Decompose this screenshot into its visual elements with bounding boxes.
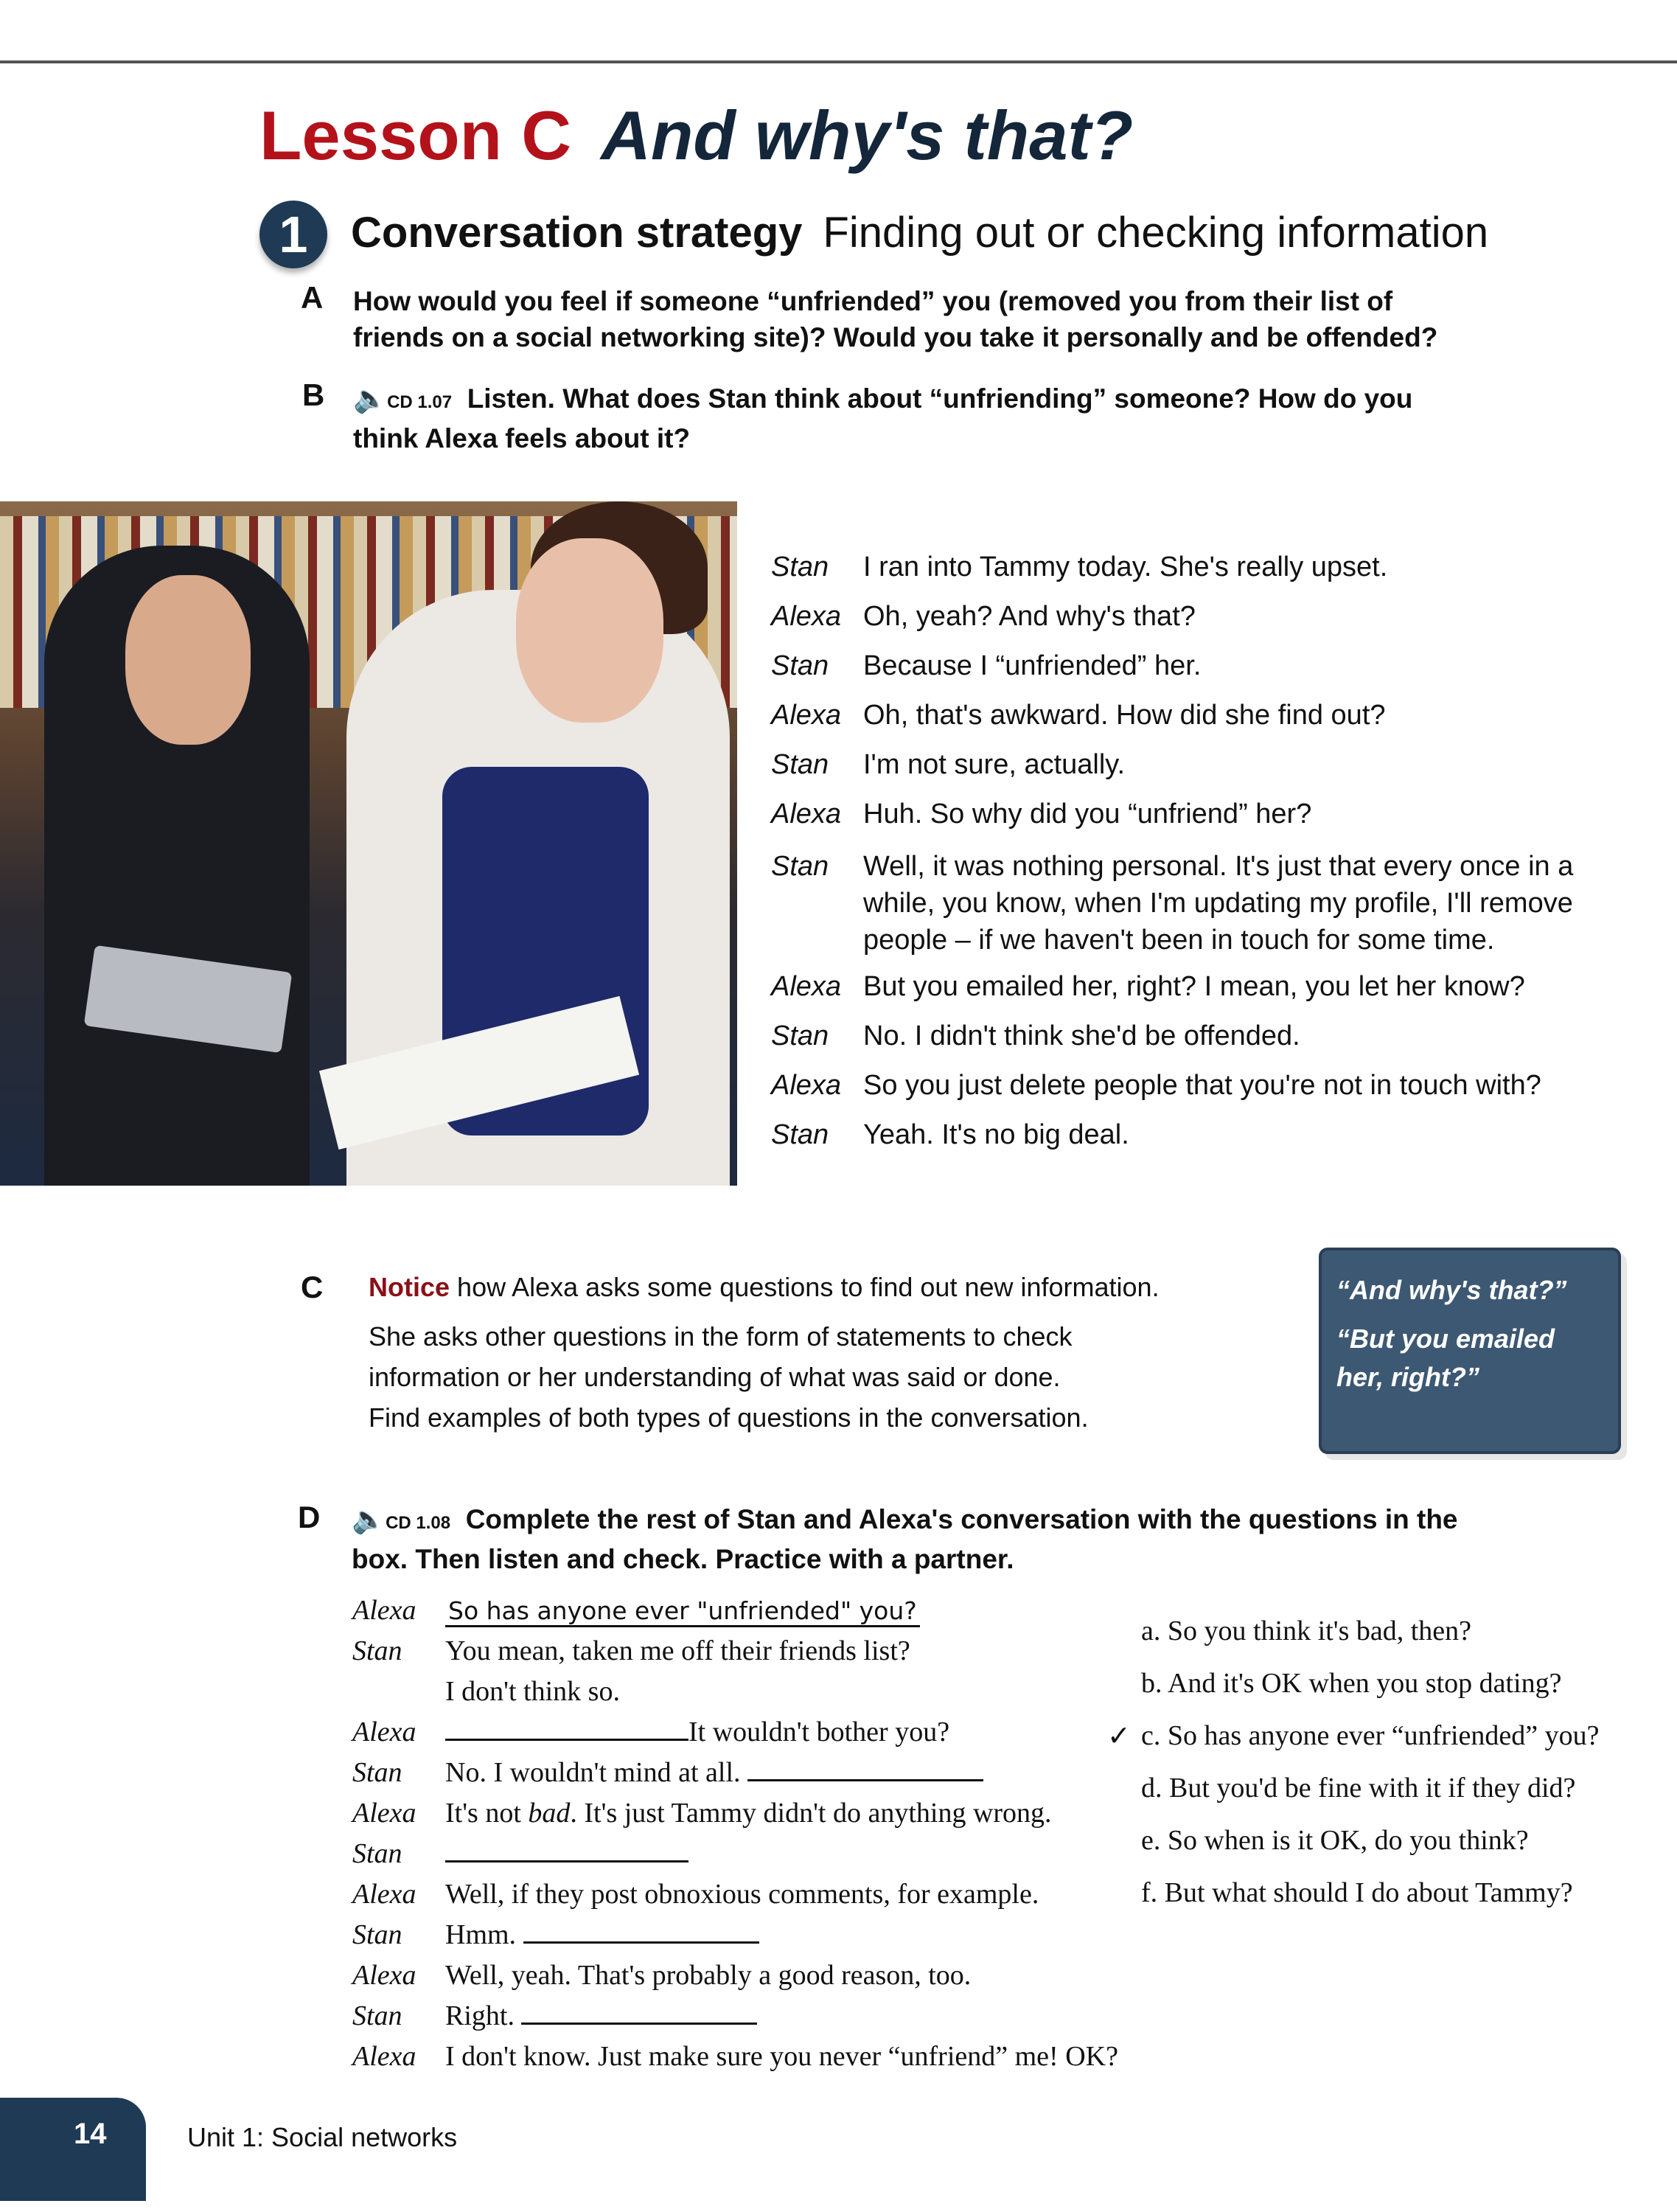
exercise-letter-a: A [301,280,324,315]
cd-track: CD 1.08 [386,1513,451,1533]
section-heading [351,208,1488,257]
dialogue-line [771,848,1574,956]
option-c [1107,1719,1600,1752]
speaker: Stan [771,749,829,780]
conv-line [352,2040,1118,2073]
line-text: I don't think so. [445,1676,620,1707]
conv-line [352,1594,920,1627]
answer-blank[interactable] [523,1921,759,1944]
option-d: d. But you'd be fine with it if they did? [1141,1773,1576,1804]
line-text: Well, if they post obnoxious comments, for example. [445,1879,1039,1910]
example-2-cont: her, right?” [1336,1362,1480,1392]
speaker: Stan [771,851,829,882]
conv-line [352,1959,971,1992]
option-a: a. So you think it's bad, then? [1141,1615,1472,1646]
speaker: Alexa [352,1798,416,1829]
conv-line [352,1878,1039,1910]
question-line: Listen. What does Stan think about “unfriending” someone? How do you [467,383,1413,414]
conv-line [352,1756,983,1789]
dialogue-line [771,749,1126,781]
question-line: friends on a social networking site)? Would you take it personally and be offended? [353,322,1438,352]
line-text: No. I wouldn't mind at all. [445,1757,741,1788]
speaker: Stan [771,650,829,681]
section-title: Conversation strategy [351,209,803,257]
conv-line [352,1635,910,1667]
speaker: Stan [352,1838,402,1869]
line-text: It's not [445,1798,529,1829]
text-line: Find examples of both types of questions in the conversation. [369,1402,1089,1433]
speaker: Stan [771,1020,829,1051]
option-text: c. So has anyone ever “unfriended” you? [1141,1720,1600,1751]
speaker: Alexa [352,1717,416,1747]
speaker: Alexa [352,1960,416,1991]
line-text: Well, yeah. That's probably a good reason, too. [445,1960,972,1991]
lesson-subtitle: And why's that? [601,97,1134,174]
page-number: 14 [74,2118,107,2150]
checkmark-icon: ✓ [1107,1721,1131,1752]
man-face [125,575,251,745]
exercise-d-instructions [352,1501,1458,1577]
exercise-a-question [353,283,1437,355]
line-text: You mean, taken me off their friends list? [445,1635,910,1666]
option-b: b. And it's OK when you stop dating? [1141,1668,1562,1699]
lesson-label: Lesson C [259,97,572,174]
exercise-letter-b: B [302,378,325,412]
speaker: Alexa [771,700,842,731]
conv-line [352,1716,949,1748]
speaker: Stan [352,1757,402,1788]
answer-blank[interactable] [445,1840,688,1863]
line-text: Hmm. [445,1919,517,1950]
dialogue-line [771,700,1386,731]
option-f: f. But what should I do about Tammy? [1141,1877,1573,1908]
speaker: Alexa [771,601,842,632]
line-text: I ran into Tammy today. She's really upset. [863,552,1388,582]
line-part: while, you know, when I'm updating my profile, I'll remove [863,888,1573,919]
question-line: How would you feel if someone “unfriended” you (removed you from their list of [353,286,1393,316]
line-text: Oh, yeah? And why's that? [863,601,1196,632]
speaker: Alexa [352,2041,416,2072]
exercise-c-text [369,1267,1160,1438]
option-e: e. So when is it OK, do you think? [1141,1825,1529,1856]
dialogue-line [771,650,1202,682]
line-text: I don't know. Just make sure you never “unfriend” me! OK? [445,2041,1118,2072]
answer-blank[interactable] [747,1759,983,1781]
conv-line [352,1919,759,1951]
line-text: But you emailed her, right? I mean, you let her know? [863,971,1525,1002]
dialogue-line [771,1070,1541,1102]
audio-icon[interactable]: 🔈 [352,1504,386,1534]
dialogue-line [771,799,1312,830]
line-text [863,848,1573,959]
dialogue-line [771,552,1388,583]
handwritten-answer[interactable]: So has anyone ever "unfriended" you? [445,1596,920,1627]
line-part: people – if we haven't been in touch for some time. [863,925,1495,956]
line-text: Yeah. It's no big deal. [863,1119,1129,1150]
speaker: Stan [771,1119,829,1150]
speaker: Alexa [771,799,842,830]
line-text: No. I didn't think she'd be offended. [863,1020,1300,1051]
line-text: So you just delete people that you're not in touch with? [863,1070,1541,1101]
line-text: Oh, that's awkward. How did she find out? [863,700,1386,731]
example-2: “But you emailed [1336,1324,1555,1354]
page-number-tab [0,2098,146,2201]
conv-line [352,1675,620,1708]
speaker: Alexa [771,1070,842,1101]
section-number-badge: 1 [259,201,327,268]
question-line: box. Then listen and check. Practice with a partner. [352,1544,1014,1574]
speaker: Stan [352,2000,402,2031]
strategy-example-box [1319,1248,1621,1454]
photo-stan-and-alexa [0,501,737,1186]
notice-label: Notice [369,1272,450,1302]
section-subtitle: Finding out or checking information [823,209,1489,257]
exercise-letter-d: D [298,1500,321,1534]
line-text: Because I “unfriended” her. [863,650,1202,681]
lesson-title [259,96,1133,175]
example-1: “And why's that?” [1336,1275,1567,1305]
text-line: how Alexa asks some questions to find out new information. [457,1272,1160,1302]
cd-track: CD 1.07 [387,392,453,412]
dialogue-line [771,601,1196,633]
exercise-letter-c: C [301,1270,324,1304]
line-text: It wouldn't bother you? [688,1717,950,1747]
dialogue-line [771,1020,1300,1052]
speaker: Alexa [352,1595,416,1626]
conv-line [352,1797,1052,1829]
speaker: Stan [352,1635,402,1666]
line-part: Well, it was nothing personal. It's just that every once in a [863,851,1574,882]
text-line: She asks other questions in the form of statements to check [369,1321,1073,1352]
line-text: Right. [445,2000,515,2031]
top-rule [0,60,1677,63]
line-text: I'm not sure, actually. [863,749,1126,780]
speaker: Stan [771,552,829,582]
speaker: Alexa [771,971,842,1002]
text-line: information or her understanding of what was said or done. [369,1362,1061,1392]
speaker: Alexa [352,1879,416,1910]
question-line: think Alexa feels about it? [353,423,691,453]
conv-line [352,2000,757,2032]
line-text: . It's just Tammy didn't do anything wrong. [570,1798,1052,1829]
unit-title: Unit 1: Social networks [187,2122,458,2152]
woman-face [516,538,663,723]
audio-icon[interactable]: 🔈 [353,383,388,414]
emphasis: bad [528,1798,571,1829]
line-text: Huh. So why did you “unfriend” her? [863,799,1312,830]
speaker: Stan [352,1919,402,1950]
dialogue-line [771,971,1525,1003]
dialogue-line [771,1119,1129,1151]
question-line: Complete the rest of Stan and Alexa's conversation with the questions in the [465,1504,1458,1534]
answer-blank[interactable] [445,1719,688,1741]
answer-blank[interactable] [521,2003,757,2025]
conv-line [352,1837,688,1870]
exercise-b-question [353,380,1412,456]
